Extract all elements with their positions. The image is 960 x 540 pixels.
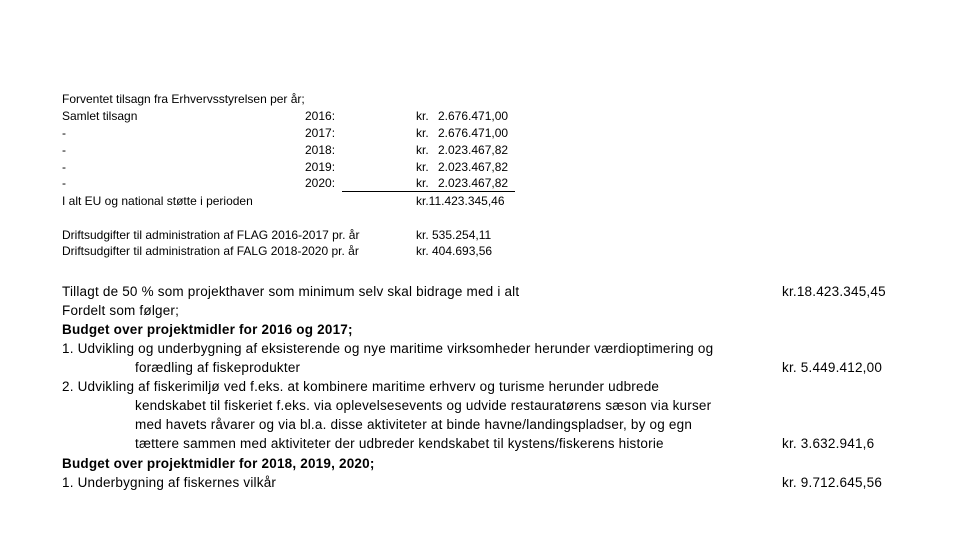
row-label: - <box>62 126 66 140</box>
admin-cost-label: Driftsudgifter til administration af FALG 2018-2020 pr. år <box>62 244 359 258</box>
budget-item-3-line: 1. Underbygning af fiskernes vilkår <box>62 475 277 490</box>
admin-cost-value: kr. 535.254,11 <box>416 228 492 242</box>
admin-cost-value: kr. 404.693,56 <box>416 244 493 258</box>
row-currency: kr. <box>416 176 429 190</box>
budget-item-2-line: med havets råvarer og via bl.a. disse aktiviteter at binde havne/landingspladser, by og egn <box>135 417 693 432</box>
distributed-label: Fordelt som følger; <box>62 303 180 318</box>
row-year: 2019: <box>305 160 336 174</box>
admin-cost-label: Driftsudgifter til administration af FLAG 2016-2017 pr. år <box>62 228 360 242</box>
row-label: Samlet tilsagn <box>62 109 138 123</box>
budget-heading-2016: Budget over projektmidler for 2016 og 2017; <box>62 322 353 337</box>
budget-item-1-value: kr. 5.449.412,00 <box>782 360 883 375</box>
row-amount: 2.676.471,00 <box>438 126 509 140</box>
budget-item-2-line: tættere sammen med aktiviteter der udbreder kendskabet til kystens/fiskerens historie <box>135 436 664 451</box>
budget-heading-2018: Budget over projektmidler for 2018, 2019, 2020; <box>62 456 375 471</box>
row-amount: 2.023.467,82 <box>438 160 509 174</box>
row-label: - <box>62 160 66 174</box>
budget-item-3-value: kr. 9.712.645,56 <box>782 475 883 490</box>
tilsagn-header: Forventet tilsagn fra Erhvervsstyrelsen per år; <box>62 92 305 106</box>
row-label: - <box>62 176 66 190</box>
total-label: I alt EU og national støtte i perioden <box>62 194 253 208</box>
budget-item-2-line: 2. Udvikling af fiskerimiljø ved f.eks. at kombinere maritime erhverv og turisme herunder udbrede <box>62 379 660 394</box>
row-amount: 2.023.467,82 <box>438 176 509 190</box>
total-value: kr.11.423.345,46 <box>416 194 505 208</box>
budget-item-1-line: forædling af fiskeprodukter <box>135 360 301 375</box>
row-currency: kr. <box>416 160 429 174</box>
row-amount: 2.676.471,00 <box>438 109 509 123</box>
row-year: 2016: <box>305 109 336 123</box>
budget-item-2-value: kr. 3.632.941,6 <box>782 436 875 451</box>
row-amount: 2.023.467,82 <box>438 143 509 157</box>
row-year: 2018: <box>305 143 336 157</box>
row-label: - <box>62 143 66 157</box>
row-currency: kr. <box>416 126 429 140</box>
row-year: 2017: <box>305 126 336 140</box>
budget-item-2-line: kendskabet til fiskeriet f.eks. via oplevelsesevents og udvide restauratørens sæson via kurser <box>135 398 712 413</box>
budget-intro-line: Tillagt de 50 % som projekthaver som minimum selv skal bidrage med i alt <box>62 284 520 299</box>
row-currency: kr. <box>416 143 429 157</box>
budget-intro-value: kr.18.423.345,45 <box>782 284 886 299</box>
sum-underline <box>342 191 515 192</box>
budget-item-1-line: 1. Udvikling og underbygning af eksisterende og nye maritime virksomheder herunder værdioptimering og <box>62 341 714 356</box>
row-year: 2020: <box>305 176 336 190</box>
row-currency: kr. <box>416 109 429 123</box>
